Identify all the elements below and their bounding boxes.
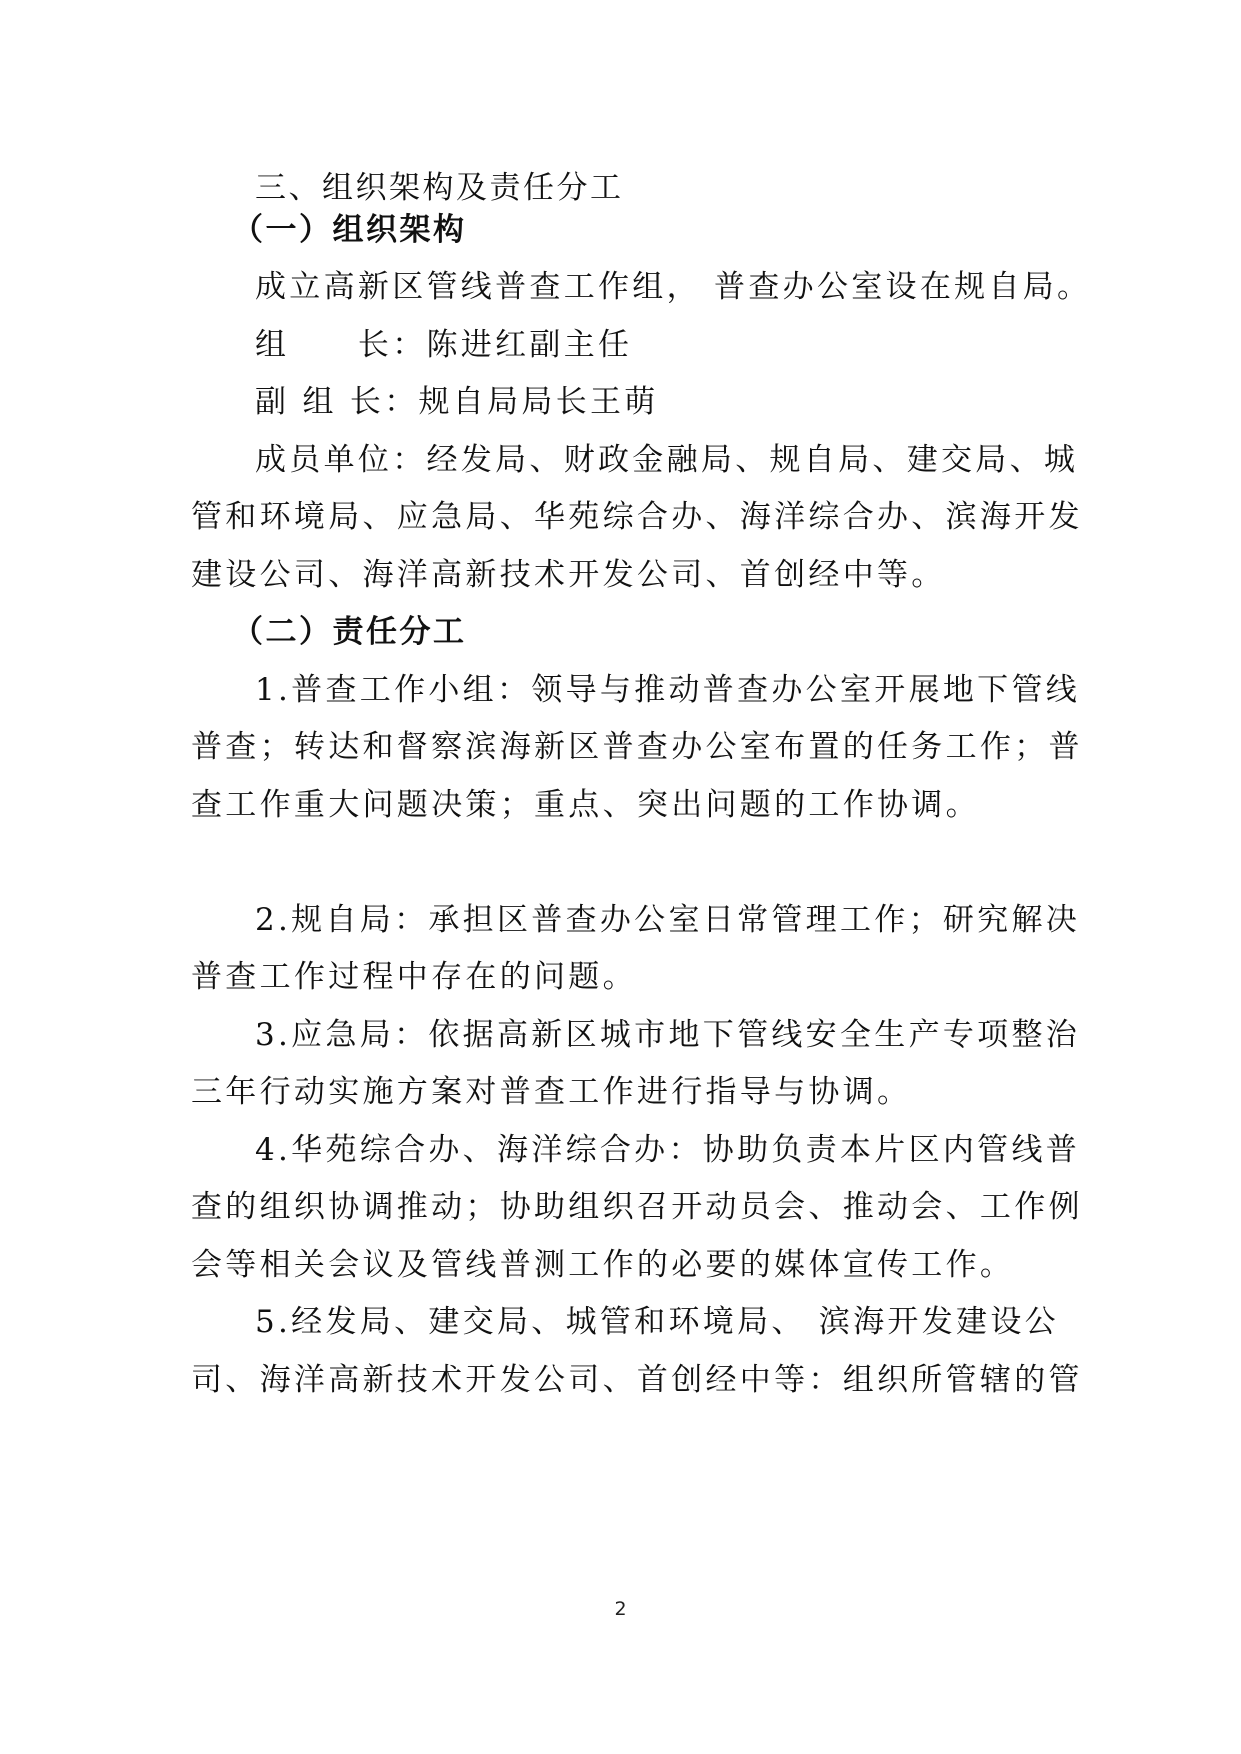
subsection-heading-org-structure: （一）组织架构: [232, 212, 467, 248]
subsection-heading-responsibilities: （二）责任分工: [232, 614, 467, 650]
paragraph-line: 5.经发局、建交局、城管和环境局、 滨海开发建设公: [255, 1304, 1059, 1340]
section-heading: 三、组织架构及责任分工: [255, 170, 624, 206]
paragraph-line: 普查工作过程中存在的问题。: [191, 959, 637, 995]
paragraph-line: 1.普查工作小组：领导与推动普查办公室开展地下管线: [255, 672, 1081, 708]
paragraph-line: 普查；转达和督察滨海新区普查办公室布置的任务工作；普: [191, 729, 1083, 765]
paragraph-line: 成员单位：经发局、财政金融局、规自局、建交局、城: [255, 442, 1079, 478]
paragraph-line: 副 组 长：规自局局长王萌: [255, 384, 659, 420]
paragraph-line: 查的组织协调推动；协助组织召开动员会、推动会、工作例: [191, 1189, 1083, 1225]
paragraph-line: 三年行动实施方案对普查工作进行指导与协调。: [191, 1074, 912, 1110]
paragraph-line: 2.规自局：承担区普查办公室日常管理工作；研究解决: [255, 902, 1081, 938]
paragraph-line: 建设公司、海洋高新技术开发公司、首创经中等。: [191, 557, 946, 593]
paragraph-line: 会等相关会议及管线普测工作的必要的媒体宣传工作。: [191, 1247, 1015, 1283]
paragraph-line: 组 长：陈进红副主任: [255, 327, 633, 363]
paragraph-line: 3.应急局：依据高新区城市地下管线安全生产专项整治: [255, 1017, 1081, 1053]
page-number: 2: [614, 1598, 627, 1620]
paragraph-line: 管和环境局、应急局、华苑综合办、海洋综合办、滨海开发: [191, 499, 1083, 535]
paragraph-line: 查工作重大问题决策；重点、突出问题的工作协调。: [191, 787, 980, 823]
paragraph-line: 4.华苑综合办、海洋综合办：协助负责本片区内管线普: [255, 1132, 1081, 1168]
paragraph-line: 司、海洋高新技术开发公司、首创经中等：组织所管辖的管: [191, 1362, 1083, 1398]
paragraph-line: 成立高新区管线普查工作组， 普查办公室设在规自局。: [255, 269, 1092, 305]
